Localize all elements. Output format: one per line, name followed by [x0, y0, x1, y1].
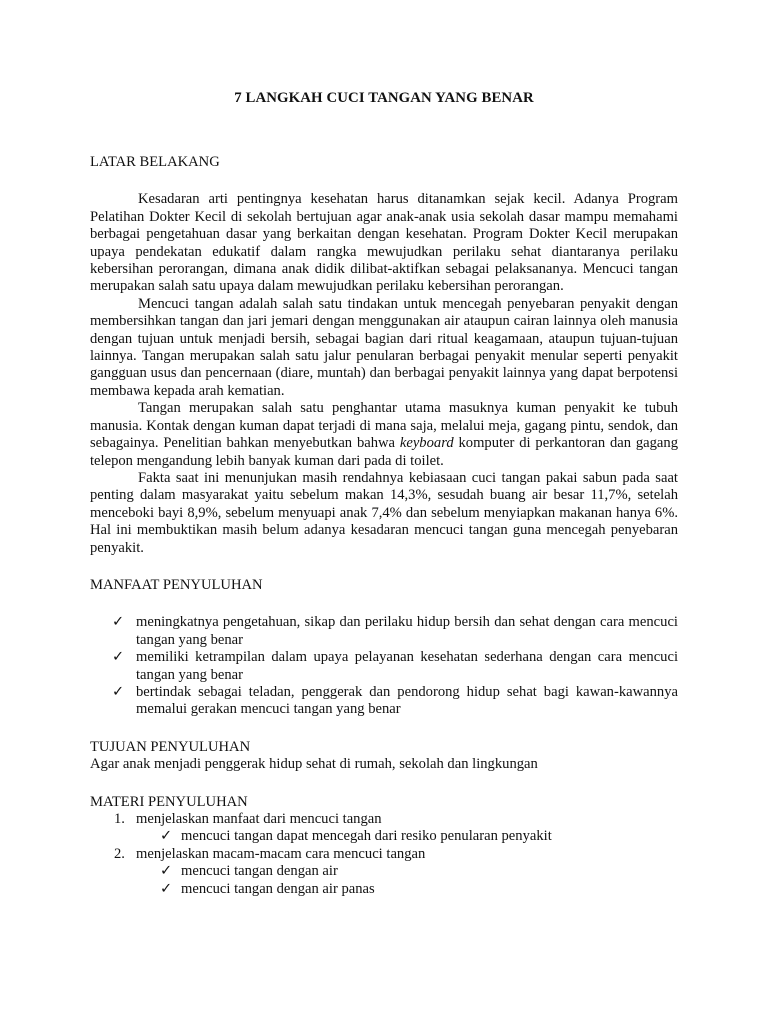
paragraph-4: Fakta saat ini menunjukan masih rendahnya kebiasaan cuci tangan pakai sabun pada saat penting dalam masyarakat yaitu sebelum makan 14,3%, sesudah buang air besar 11,7%, setelah menceboki bayi 8,9%, sebelum menyuapi anak 7,4% dan sebelum menyiapkan makanan hanya 6%. Hal ini membuktikan masih belum adanya kesadaran mencuci tangan guna mencegah penyebaran penyakit. — [90, 469, 678, 556]
manfaat-list — [90, 614, 678, 718]
sub-list-item — [90, 881, 678, 898]
sub-list-item — [90, 828, 678, 845]
list-item — [90, 811, 678, 846]
list-item-text: menjelaskan macam-macam cara mencuci tangan — [136, 845, 426, 862]
list-item — [90, 614, 678, 649]
tujuan-text: Agar anak menjadi penggerak hidup sehat di rumah, sekolah dan lingkungan — [90, 756, 538, 773]
list-number: 1. — [114, 811, 125, 827]
section-heading-tujuan: TUJUAN PENYULUHAN — [90, 738, 251, 755]
paragraph-3-text-b: komputer di perkantoran dan gagang telepon mengandung lebih banyak kuman dari pada di toilet. — [90, 435, 678, 469]
section-heading-latar-belakang: LATAR BELAKANG — [90, 154, 220, 170]
sub-list — [136, 863, 678, 898]
checkmark-icon: ✓ — [160, 828, 173, 845]
document-body — [90, 154, 678, 898]
checkmark-icon: ✓ — [160, 880, 173, 897]
sub-list — [136, 828, 678, 845]
list-item-text: memiliki ketrampilan dalam upaya pelayanan kesehatan sederhana dengan cara mencuci tangan yang benar — [136, 649, 678, 683]
list-item — [90, 684, 678, 719]
list-item-text: bertindak sebagai teladan, penggerak dan pendorong hidup sehat bagi kawan-kawannya memalui gerakan mencuci tangan yang benar — [136, 683, 678, 718]
checkmark-icon: ✓ — [160, 863, 173, 880]
paragraph-3 — [90, 400, 678, 470]
section-heading-materi: MATERI PENYULUHAN — [90, 793, 248, 810]
list-item — [90, 649, 678, 684]
list-item-text: meningkatnya pengetahuan, sikap dan perilaku hidup bersih dan sehat dengan cara mencuci tangan yang benar — [136, 614, 678, 648]
sub-list-item-text: mencuci tangan dengan air — [181, 863, 338, 880]
checkmark-icon: ✓ — [112, 614, 125, 631]
checkmark-icon: ✓ — [112, 649, 125, 666]
sub-list-item-text: mencuci tangan dapat mencegah dari resiko penularan penyakit — [181, 828, 552, 845]
sub-list-item — [90, 863, 678, 880]
list-item — [90, 846, 678, 898]
checkmark-icon: ✓ — [112, 683, 125, 700]
materi-list — [90, 811, 678, 898]
keyword-italic: keyboard — [399, 435, 454, 452]
paragraph-2: Mencuci tangan adalah salah satu tindakan untuk mencegah penyebaran penyakit dengan membersihkan tangan dan jari jemari dengan menggunakan air ataupun cairan lainnya oleh manusia dengan tujuan untuk menjadi bersih, sebagai bagian dari ritual keagamaan, ataupun tujuan-tujuan lainnya. Tangan merupakan salah satu jalur penularan berbagai penyakit menular seperti penyakit gangguan usus dan pencernaan (diare, muntah) dan berbagai penyakit lainnya yang dapat berpotensi membawa kepada arah kematian. — [90, 295, 678, 399]
document-title: 7 LANGKAH CUCI TANGAN YANG BENAR — [234, 90, 534, 106]
section-heading-manfaat: MANFAAT PENYULUHAN — [90, 576, 263, 593]
list-number: 2. — [114, 845, 125, 862]
sub-list-item-text: mencuci tangan dengan air panas — [181, 880, 375, 897]
list-item-text: menjelaskan manfaat dari mencuci tangan — [136, 811, 382, 827]
paragraph-1: Kesadaran arti pentingnya kesehatan harus ditanamkan sejak kecil. Adanya Program Pelatihan Dokter Kecil di sekolah bertujuan agar anak-anak usia sekolah dasar mampu memahami berbagai pengetahuan dasar yang berkaitan dengan kesehatan. Program Dokter Kecil merupakan upaya pendekatan edukatif dalam rangka mewujudkan perilaku sehat diantaranya perilaku kebersihan perorangan, dimana anak didik dilibat-aktifkan sebagai pelaksananya. Mencuci tangan merupakan salah satu upaya dalam mewujudkan perilaku kebersihan perorangan. — [90, 191, 678, 295]
paragraph-3-text-a: Tangan merupakan salah satu penghantar utama masuknya kuman penyakit ke tubuh manusia. Kontak dengan kuman dapat terjadi di mana saja, melalui meja, gagang pintu, sendok, dan sebagainya. Penelitian bahkan menyebutkan bahwa — [90, 400, 678, 452]
